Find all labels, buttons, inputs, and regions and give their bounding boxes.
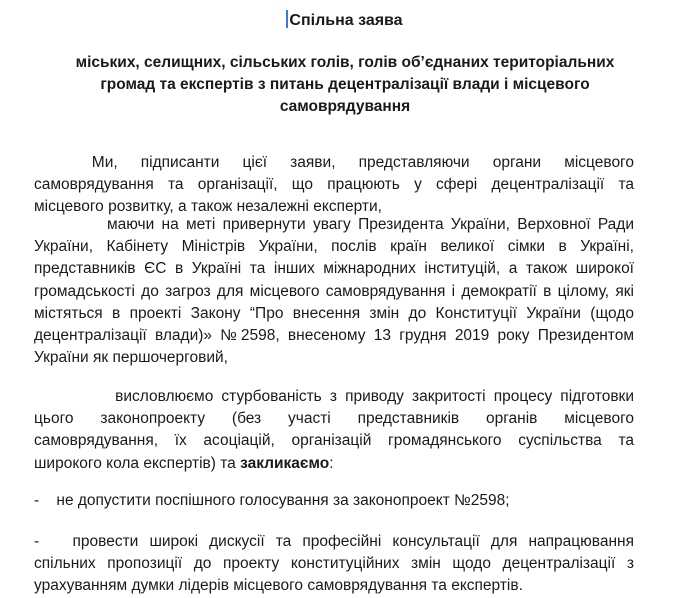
bullet-text: - провести широкі дискусії та професійні консультації для напрацювання — [34, 533, 634, 550]
paragraph-text: : — [329, 454, 334, 472]
paragraph-line: представників ЄС в Україні та інших міжнародних інституцій, а також широкої — [34, 260, 634, 278]
paragraph-text: широкого кола експертів) та — [34, 454, 241, 472]
paragraph-line: децентралізації влади)» №2598, внесеному 13 грудня 2019 року Президентом — [34, 327, 634, 345]
call-to-action: закликаємо — [240, 454, 330, 472]
bullet-item — [34, 531, 634, 598]
paragraph-line: місцевого розвитку, а також незалежні експерти, — [34, 198, 382, 216]
paragraph-line: України як першочерговий, — [34, 349, 228, 367]
paragraph-line: маючи на меті привернути увагу Президента України, Верховної Ради — [34, 216, 634, 233]
document-title — [0, 10, 689, 32]
title-text: Спільна заява — [289, 12, 403, 29]
bullet-text: урахуванням думки лідерів місцевого самоврядування та експертів. — [34, 577, 523, 595]
paragraph-line: цього законопроекту (без участі представників органів місцевого — [34, 410, 634, 428]
paragraph-concern — [34, 386, 634, 475]
paragraph-purpose — [34, 214, 634, 369]
subtitle-line: самоврядування — [279, 98, 411, 115]
paragraph-line: самоврядування, їх асоціацій, організацій громадянського суспільства та — [34, 432, 634, 450]
subtitle-line: міських, селищних, сільських голів, голів об’єднаних територіальних — [75, 54, 615, 71]
bullet-item — [34, 490, 634, 512]
paragraph-line — [34, 453, 634, 475]
paragraph-line: Ми, підписанти цієї заяви, представляючи органи місцевого — [34, 154, 634, 171]
paragraph-signatories — [34, 152, 634, 219]
subtitle-line: громад та експертів з питань децентралізації влади і місцевого — [100, 76, 590, 93]
paragraph-line: висловлюємо стурбованість з приводу закритості процесу підготовки — [34, 388, 634, 405]
bullet-text: - не допустити поспішного голосування за законопроект №2598; — [34, 492, 510, 509]
document-subtitle — [50, 52, 640, 118]
bullet-text: спільних пропозиції до проекту конституційних змін щодо децентралізації з — [34, 555, 634, 573]
paragraph-line: самоврядування та організації, що працюють у сфері децентралізації та — [34, 176, 634, 194]
paragraph-line: містяться в проекті Закону “Про внесення змін до Конституції України (щодо — [34, 304, 634, 322]
paragraph-line: України, Кабінету Міністрів України, послів країн великої сімки в Україні, — [34, 238, 634, 256]
paragraph-line: громадськості до загроз для місцевого самоврядування і демократії в цілому, які — [34, 282, 634, 300]
